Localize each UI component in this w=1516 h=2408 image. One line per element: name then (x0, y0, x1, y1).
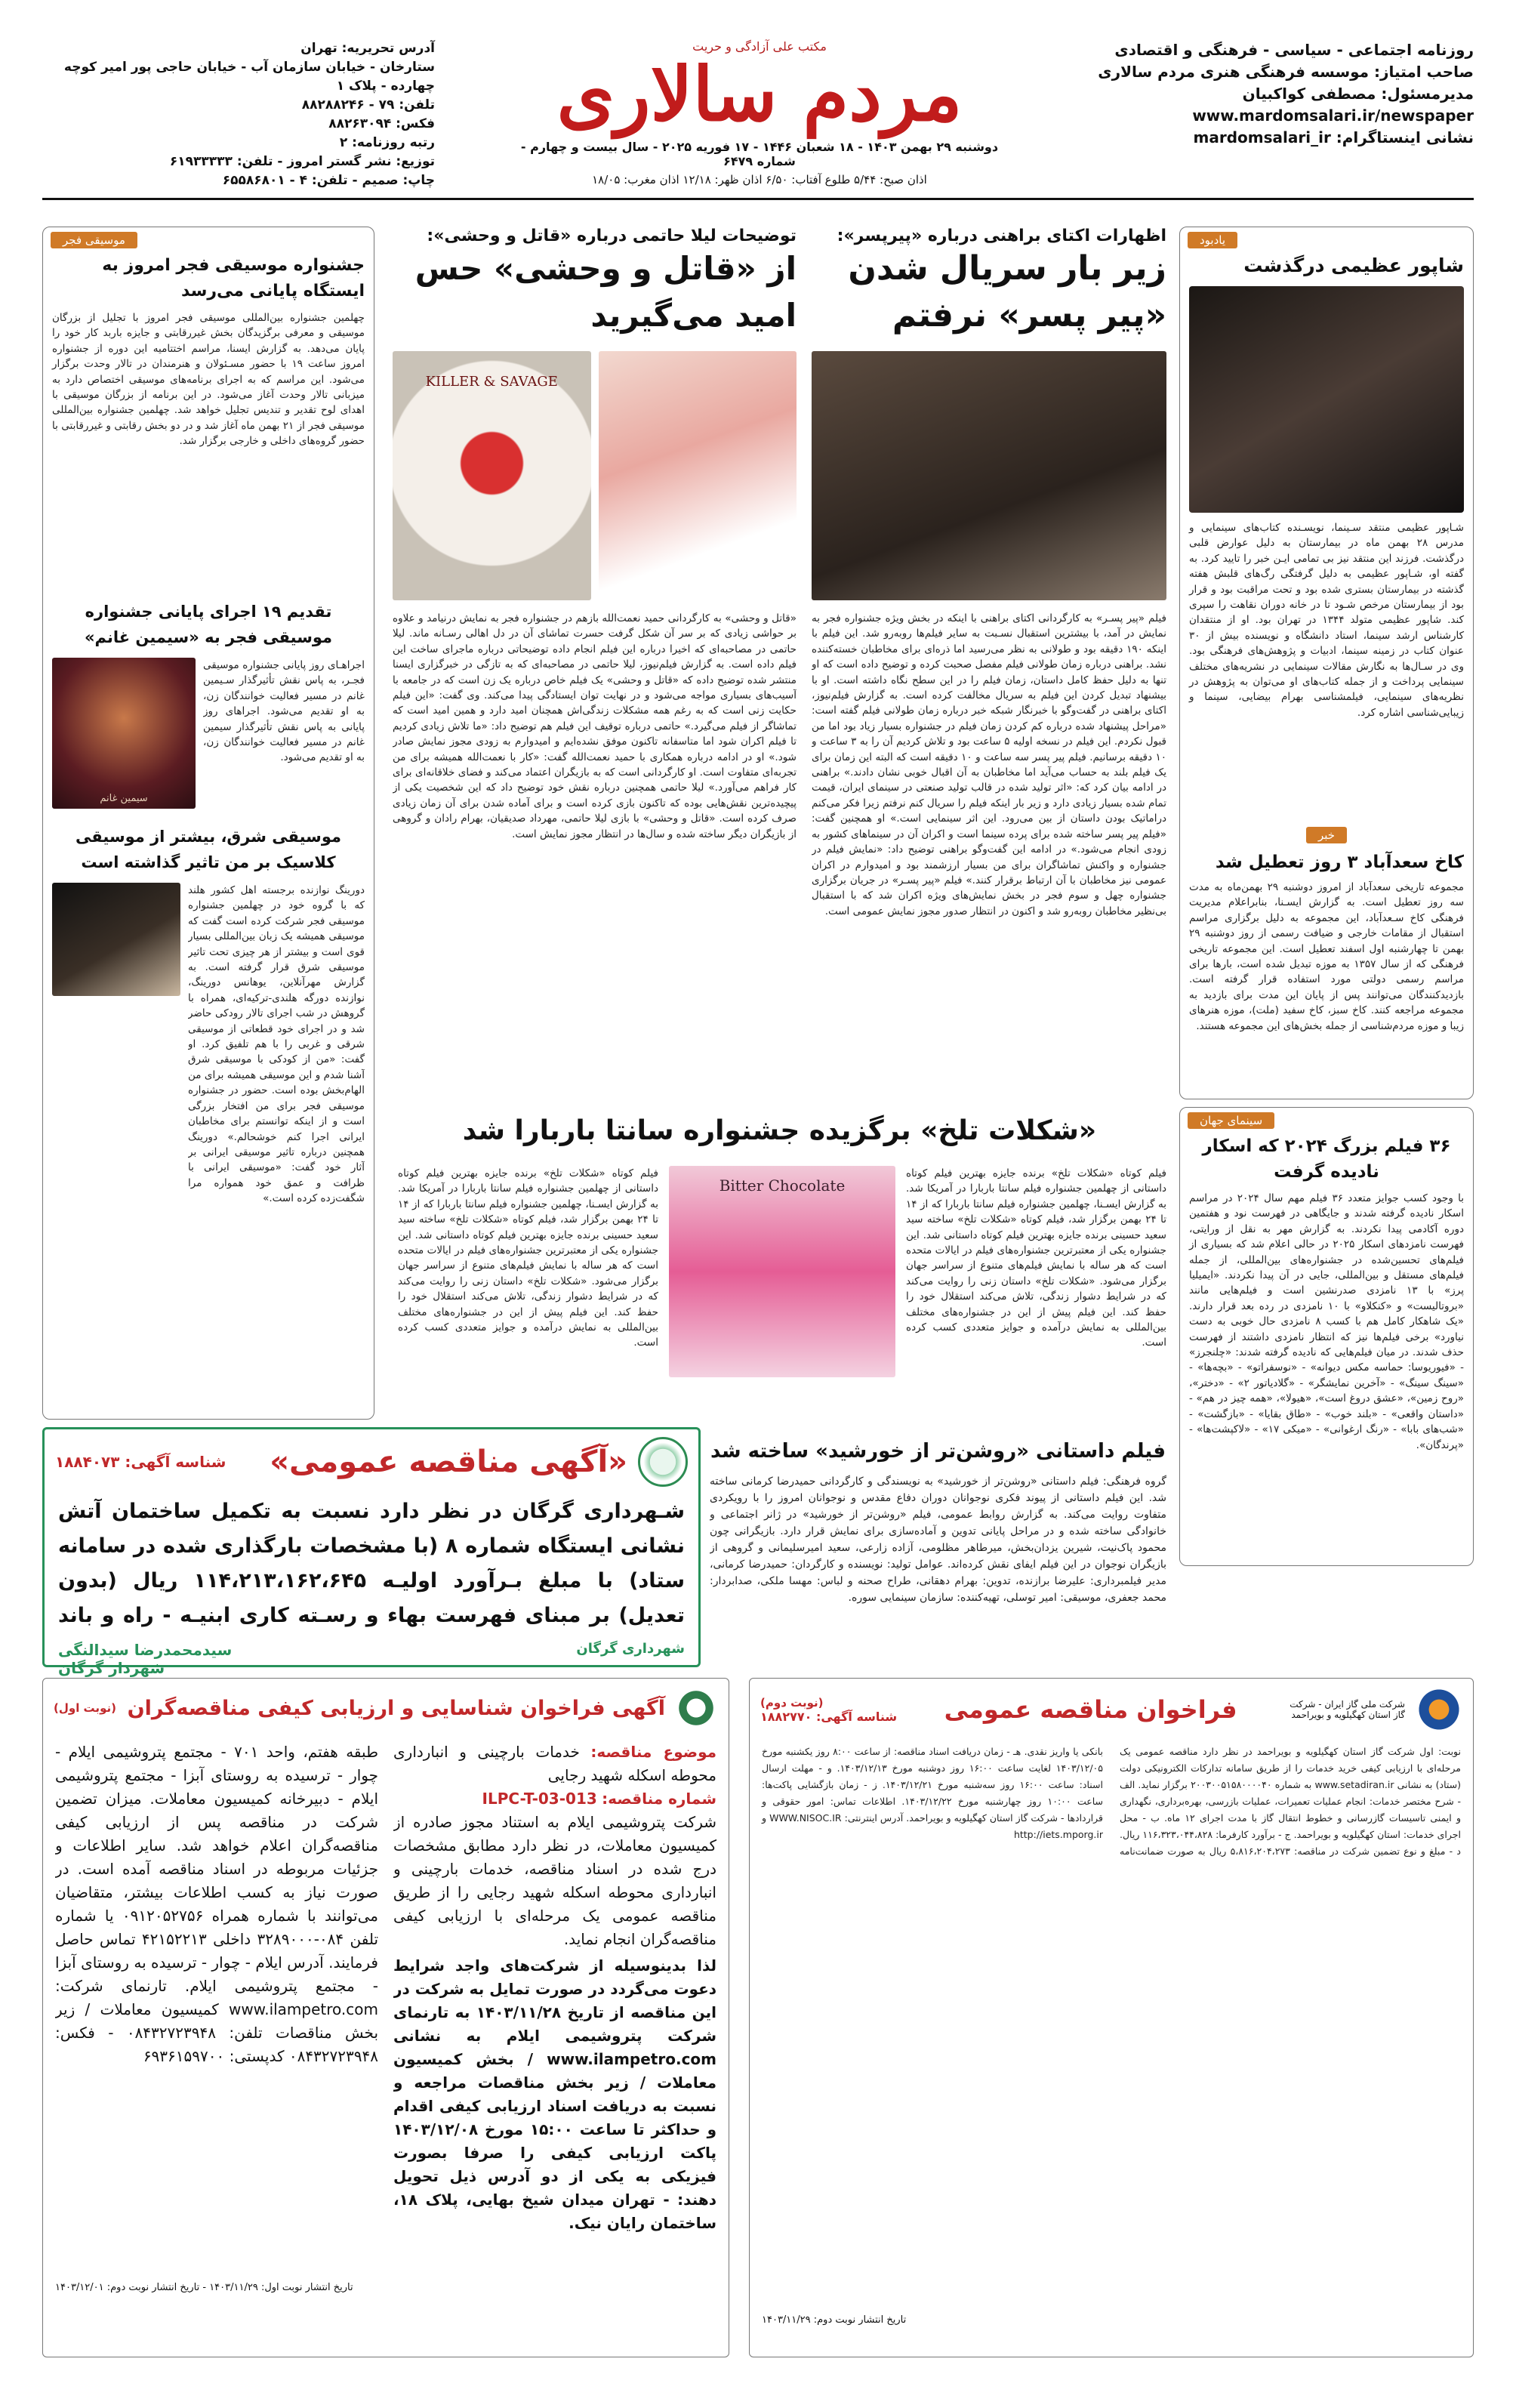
music-sub-title: تقدیم ۱۹ اجرای پایانی جشنواره موسیقی فجر به «سیمین غانم» (84, 603, 333, 646)
ad-title: فراخوان مناقصه عمومی (944, 1695, 1237, 1724)
memoriam-box (1179, 227, 1474, 1099)
poster-title: KILLER & SAVAGE (425, 374, 558, 390)
petro-logo-icon (674, 1686, 718, 1730)
subject-label: موضوع مناقصه: (590, 1743, 716, 1761)
header-line: روزنامه اجتماعی - سیاسی - فرهنگی و اقتصادی (1114, 41, 1474, 59)
gas-company-logo-icon (1416, 1686, 1462, 1733)
photo-caption: سیمین غانم (100, 793, 148, 804)
music-sub-body: دورینگ نوازنده برجسته اهل کشور هلند که با گروه خود در چهلمین جشنواره موسیقی فجر شرکت کرده است گفت که موسیقی همیشه یک زبان بین‌المللی بسیار قوی است و بیشتر از هر چیزی تحت تاثیر موسیقی شرق قرار گرفته است. به گزارش مهرآنلاین، یوهانس دورینگ، نوازنده دورگه هلندی-ترکیه‌ای، همراه با گروهش در شب اجرای تالار رودکی حاضر شد و در اجرای خود قطعاتی از موسیقی شرقی و غربی را با هم تلفیق کرد. او گفت: «من از کودکی با موسیقی شرق آشنا شدم و این موسیقی همیشه برای من الهام‌بخش بوده است. حضور در جشنواره موسیقی فجر برای من افتخار بزرگی است و از اینکه توانستم برای مخاطبان ایرانی اجرا کنم خوشحالم.» دورینگ همچنین درباره تاثیر موسیقی ایرانی بر آثار خود گفت: «موسیقی ایرانی با ظرافت و عمق خود همواره مرا شگفت‌زده کرده است.» (188, 884, 365, 1205)
ad-code: شناسه آگهی: ۱۸۸۴۰۷۳ (55, 1453, 226, 1471)
header-line: توزیع: نشر گستر امروز - تلفن: ۶۱۹۳۳۳۳۳ (169, 154, 435, 169)
ad-title-row (270, 1437, 688, 1487)
ad-col-right (393, 1740, 716, 2279)
fiction-article (710, 1438, 1166, 1685)
chocolate-article (393, 1116, 1166, 1377)
section-tag: خبر (1306, 827, 1347, 843)
masthead (42, 39, 1474, 190)
header-line: چاپ: صمیم - تلفن: ۴ - ۶۵۵۸۶۸۰۱ (222, 173, 435, 188)
signer-title: شهردار گرگان (58, 1659, 165, 1677)
gas-tender-ad (749, 1678, 1474, 2357)
kaj-body: مجموعه تاریخی سعدآباد از امروز دوشنبه ۲۹ بهمن‌ماه به مدت سه روز تعطیل است. به گزارش ایسـنا، بنابراعلام مدیریت فرهنگی کاخ سـعدآباد، این مجموعه به دلیل برگزاری مراسم استقبال از مقامات خارجی و ضیافت رسمی از روز دوشنبه ۲۹ بهمن تا چهارشنبه اول اسفند تعطیل است. این مجموعه تاریخی فرهنگی که از سال ۱۳۵۷ به موزه تبدیل شده است، بارها برای مراسم رسمی دولتی مورد استفاده قرار گرفته است. بازدیدکنندگان می‌توانند پس از پایان این مدت برای بازدید به مجموعه مراجعه کنند. کاخ سبز، کاخ سفید (ملت)، موزه هنرهای زیبا و موزه مردم‌شناسی از جمله بخش‌های این مجموعه هستند. (1189, 881, 1465, 1032)
azan-times: اذان صبح: ۵/۴۴ طلوع آفتاب: ۶/۵۰ اذان ظهر: ۱۲/۱۸ اذان مغرب: ۱۸/۰۵ (592, 173, 927, 187)
date-line: دوشنبه ۲۹ بهمن ۱۴۰۳ - ۱۸ شعبان ۱۴۴۶ - ۱۷ فوریه ۲۰۲۵ - سال بیست و چهارم - شماره ۶۴۷۹ (520, 140, 999, 168)
actress-photo (599, 351, 797, 600)
ad-footer (45, 1638, 698, 1680)
signer-name: سیدمحمدرضا سیدالنگی (58, 1641, 233, 1659)
kaj-title: کاخ سعدآباد ۳ روز تعطیل شد (1215, 853, 1464, 872)
article-kicker: اظهارات اکتای براهنی درباره «پیرپسر»: (837, 227, 1166, 245)
section-tag: موسیقی فجر (51, 232, 137, 248)
poster-title: Bitter Chocolate (719, 1176, 846, 1195)
masthead-center (510, 39, 1009, 187)
gorgan-seal-icon (638, 1437, 688, 1487)
number-label: شماره مناقصه: (602, 1790, 716, 1808)
ad-footer: تاریخ انتشار نوبت دوم: ۱۴۰۳/۱۱/۲۹ (762, 2314, 907, 2326)
cinema-title: ۳۶ فیلم بزرگ ۲۰۲۴ که اسکار نادیده گرفت (1202, 1136, 1451, 1182)
article-headline: زیر بار سریال شدن «پیر پسر» نرفتم (848, 249, 1166, 335)
article-headline: «شکلات تلخ» برگزیده جشنواره سانتا باربارا شد (462, 1115, 1097, 1146)
ad-body: شرکت پتروشیمی ایلام به استناد مجوز صادره از کمیسیون معاملات، در نظر دارد مطابق مشخصات درج شده در اسناد مناقصه، خدمات بارچینی و انبارداری محوطه اسکله شهید رجایی را از طریق مناقصه عمومی یک مرحله‌ای با ارزیابی کیفی مناقصه‌گران انجام نماید. (393, 1813, 716, 1948)
portrait-photo (1189, 286, 1464, 513)
hatami-article (393, 227, 797, 1155)
header-line: ستارخان - خیابان سازمان آب - خیابان حاجی پور امیر کوچه چهارده - پلاک ۱ (63, 60, 435, 94)
director-photo (812, 351, 1166, 600)
cinema-body: با وجود کسب جوایز متعدد ۳۶ فیلم مهم سال ۲۰۲۴ در مراسم اسکار نادیده گرفته شدند و جایگاهی در فهرست نود و هفتمین دوره آکادمی پیدا نکردند. به گزارش مهر به نقل از ورایتی، فهرست نامزدهای اسکار ۲۰۲۵ در حالی اعلام شد که بسیاری از فیلم‌های تحسین‌شده در جشنواره‌های بین‌المللی، از جمله فیلم‌های مستقل و بین‌المللی، جایی در آن پیدا نکردند. «ایمیلیا پرز» با ۱۳ نامزدی صدرنشین است و فیلم‌هایی مانند «بروتالیست» و «کنکلاو» با ۱۰ نامزدی در رده بعد قرار دارند. «یک شاهکار کامل هم با کسب ۸ نامزدی حال خوبی به دست نیاورد» برخی فیلم‌ها نیز که انتظار نامزدی داشتند از فهرست حذف شدند. در میان فیلم‌هایی که نادیده گرفته شدند: «چلنجرز» - «فیوریوسا: حماسه مکس دیوانه» - «نوسفراتو» - «بچه‌ها» - «سینگ سینگ» - «آخرین نمایشگر» - «گلادیاتور ۲» - «دختر»، «روح زمین»، «عشق دروغ است»، «هیولا»، «همه چیز در هم» - «داستان واقعی» - «بلند خوب» - «طاق بقایا» - «بازگشت» - «شب‌های بابا» - «رنگ ارغوانی» - «میکی ۱۷» - «لاکپشت‌ها» - «پرندگان». (1189, 1192, 1465, 1451)
ad-footer: تاریخ انتشار نوبت اول: ۱۴۰۳/۱۱/۲۹ - تاریخ انتشار نوبت دوم: ۱۴۰۳/۱۲/۰۱ (55, 2282, 353, 2293)
header-line: آدرس تحریریه: تهران (300, 41, 435, 56)
chocolate-row (393, 1166, 1166, 1377)
masthead-left-info (42, 39, 435, 190)
article-body: «قاتل و وحشی» به کارگردانی حمید نعمت‌الله بازهم در جشنواره فجر به نمایش درنیامد و علاوه بر حواشی زیادی که بر سر آن شکل گرفت حسرت تماشای آن در دل اهالی رسـانه ماند. لیلا حاتمی در مصاحبه‌ای که اخیرا درباره این فیلم انجام داده توضیحاتی درباره ماجرای ساخت این فیلم داده است. به گزارش فیلم‌نیوز، لیلا حاتمی در مصاحبه‌ای که به تازگی در خبرگزاری ایسنا منتشر شده توضیح داده که «قاتل و وحشی» یک فیلم خاص درباره یک زن است که در جامعه با آسیب‌های بسیاری مواجه می‌شود و در نهایت توان ایستادگی پیدا می‌کند. وی گفت: «این فیلم حکایت زنی است که به رغم همه مشکلات زندگی‌اش همچنان امید دارد و همین امید است که تماشاگر از فیلم می‌گیرد.» حاتمی درباره توقیف این فیلم هم توضیح داد: «ما تلاش زیادی کردیم تا فیلم اکران شود اما متاسفانه تاکنون موفق نشده‌ایم و امیدوارم به زودی مجوز نمایش صادر شود.» او در ادامه درباره همکاری با حمید نعمت‌الله گفت: «کار با نعمت‌الله همیشه برای من تجربه‌ای متفاوت است. او کارگردانی است که به بازیگران اعتماد می‌کند و فضای خلاقانه‌ای برای کار فراهم می‌آورد.» لیلا حاتمی همچنین درباره نقش خود توضیح داد که این شخصیت یکی از پیچیده‌ترین نقش‌هایی بوده که تاکنون بازی کرده است و برای آماده شدن برای آن زمان زیادی صرف کرده است. «قاتل و وحشی» با بازی لیلا حاتمی، مهرداد صدیقیان، بهرام رادان و گروهی از بازیگران دیگر ساخته شده و سال‌ها در انتظار مجوز نمایش است. (393, 612, 797, 840)
ad-round: (نوبت دوم) (760, 1695, 824, 1710)
memoriam-title: شاپور عظیمی درگذشت (1243, 254, 1464, 276)
ad-columns (43, 1737, 729, 2282)
ad-col-left (55, 1740, 378, 2279)
article-headline: فیلم داستانی «روشن‌تر از خورشید» ساخته شد (710, 1440, 1166, 1463)
ad-header (43, 1679, 729, 1737)
ad-title: «آگهی مناقصه عمومی» (270, 1444, 627, 1479)
music-sub-row (43, 875, 374, 1283)
music-box (42, 227, 374, 1420)
section-tag: سینمای جهان (1188, 1112, 1274, 1129)
ad-body: شـهرداری گرگان در نظر دارد نسبت به تکمیل ساختمان آتش نشانی ایستگاه شماره ۸ (با مشخصات بارگذاری شده در سامانه ستاد) با مبلغ بـرآورد اولیـه ۱۱۴،۲۱۳،۱۶۲،۶۴۵ ریال (بدون تعدیل) بر مبنای فهرست بهاء و رسـته کاری ابنیـه - راه و باند (58, 1500, 685, 1627)
header-line: رتبه روزنامه: ۲ (339, 135, 435, 150)
ad-org: شرکت ملی گاز ایران - شرکت گاز استان کهگیلویه و بویراحمد (1290, 1699, 1405, 1720)
header-website[interactable]: www.mardomsalari.ir/newspaper (1192, 106, 1474, 125)
musician-photo (52, 883, 180, 996)
article-kicker: توضیحات لیلا حاتمی درباره «قاتل و وحشی»: (427, 227, 797, 245)
memoriam-body: شـاپور عظیمی منتقد سـینما، نویسـنده کتاب‌های سینمایی و مدرس ۲۸ بهمن ماه در بیمارستان به دلیل عوارض قلبی درگذشت. فرزند این منتقد نیز بی تمامی ایـن خبر را تایید کرد. به گفته او، شـاپور عظیمی به دلیل گرفتگی رگ‌های قلبش هفته گذشته در بیمارستان بستری شده بود و تحت مراقبت بود و قرار بود از بیمارستان مرخص شـود تا در خانه دوران نقاهت را سپری کند. شاپور عظیمی متولد ۱۳۴۴ در تهران بود. او از منتقدان کارشناس ارشد سینما، استاد دانشگاه و نویسنده بیش از ۳۰ عنوان کتاب در زمینه سینما، ادبیات و پژوهش‌های فرهنگی بود. وی در سـال‌ها به نگارش مقالات سینمایی در نشریه‌های مختلف سینمایی پرداخت و از جمله کتاب‌های او می‌توان به پژوهش در نظریه‌های سینمایی، فیلمشناسی بهرام بیضایی، سینما و زیبایی‌شناسی اشاره کرد. (1189, 522, 1465, 719)
tender-number: ILPC-T-03-013 (482, 1790, 597, 1808)
music-sub-row (43, 650, 374, 816)
section-tag: یادبود (1188, 232, 1237, 248)
ad-header (45, 1429, 698, 1494)
ad-deadline: لذا بدینوسیله از شرکت‌های واجد شرایط دعوت می‌گردد در صورت تمایل به شرکت در این مناقصه از تاریخ ۱۴۰۳/۱۱/۲۸ به تارنمای شرکت پتروشیمی ایلام به نشانی www.ilampetro.com / بخش کمیسیون معاملات / زیر بخش مناقصات مراجعه و نسبت به دریافت اسناد ارزیابی کیفی اقدام و حداکثر تا ساعت ۱۵:۰۰ مورخ ۱۴۰۳/۱۲/۰۸ پاکت ارزیابی کیفی را صرفا بصورت فیزیکی به یکی از دو آدرس ذیل تحویل دهند: - تهران میدان شیخ بهایی، پلاک ۱۸، ساختمان رایان نیک. (393, 1956, 716, 2232)
pirpesar-article (812, 227, 1166, 1155)
header-line: صاحب امتیاز: موسسه فرهنگی هنری مردم سالاری (1098, 63, 1474, 81)
article-body: گروه فرهنگی: فیلم داستانی «روشن‌تر از خورشید» به نویسندگی و کارگردانی حمیدرضا کرمانی ساخته شد. این فیلم داستانی از پیوند فکری نوجوانان دوران دفاع مقدس و نوجوانان امروز را با رویکردی متفاوت روایت می‌کند. به گزارش روابط عمومی، فیلم «روشن‌تر از خورشید» در ژانر اجتماعی و خانوادگی ساخته شده و در مراحل پایانی تدوین و آماده‌سازی برای نمایش قرار دارد. بازیگرانی چون محمود پاک‌نیت، شیرین یزدان‌بخش، میرطاهر مظلومی، آزاده زارعی، سعید امیرسلیمانی و گروهی از بازیگران نوجوان در این فیلم ایفای نقش کرده‌اند. عوامل تولید: نویسنده و کارگردان: حمیدرضا کرمانی، مدیر فیلمبرداری: علیرضا برازنده، تدوین: بهرام دهقانی، طراح صحنه و لباس: مهسا ملکی، صدابردار: محمد جعفری، موسیقی: امیر توسلی، تهیه‌کننده: سازمان سینمایی سوره. (710, 1475, 1166, 1604)
music-body: چهلمین جشنواره بین‌المللی موسیقی فجر امروز با تجلیل از بزرگان موسیقی و معرفی برگزیدگان بخش غیررقابتی و جایزه باربد کار خود را پایان می‌دهد. به گزارش ایسنا، مراسم اختتامیه این دوره از جشنواره امروز ساعت ۱۹ با حضور مسـئولان و هنرمندان در تالار وحدت برگزار می‌شود. این مراسم که به اجرای برنامه‌های موسیقی اختصاص دارد به میزبانی تالار وحدت آغاز می‌شود. در این برنامه از بزرگان موسیقی با اهدای لوح تقدیر و تندیس تجلیل خواهد شد. چهلمین جشنواره بین‌المللی موسیقی فجر از ۲۱ بهمن ماه آغاز شد و در دو بخش رقابتی و غیررقابتی با حضور گروه‌های داخلی و خارجی برگزار شد. (52, 312, 365, 448)
article-headline: از «قاتل و وحشی» حس امید می‌گیرید (414, 250, 797, 334)
music-title: جشنواره موسیقی فجر امروز به ایستگاه پایانی می‌رسد (102, 256, 365, 301)
header-line: تلفن: ۷۹ - ۸۸۲۸۸۲۴۶ (301, 97, 435, 113)
ad-body: طبقه هفتم، واحد ۷۰۱ - مجتمع پتروشیمی ایلام - چوار - ترسیده به روستای آبزا - مجتمع پتروشیمی ایلام - دبیرخانه کمیسیون معاملات. میزان تضمین شرکت در مناقصه پس از ارزیابی کیفی مناقصه‌گران اعلام خواهد شد. سایر اطلاعات و جزئیات مربوطه در اسناد مناقصه آمده است. در صورت نیاز به کسب اطلاعات بیشتر، متقاضیان می‌توانند با شماره همراه ۰۹۱۲۰۵۲۷۵۶ یا شماره تلفن ۰۸۴-۳۲۸۹۰۰۰ داخلی ۴۲۱۵۲۲۱۳ تماس حاصل فرمایند. آدرس ایلام - چوار - ترسیده به روستای آبزا - مجتمع پتروشیمی ایلام. تارنمای شرکت: www.ilampetro.com کمیسیون معاملات / زیر بخش مناقصات تلفن: ۰۸۴۳۲۷۲۳۹۴۸ - فکس: ۰۸۴۳۲۷۲۳۹۴۸ کدپستی: ۶۹۳۶۱۵۹۷۰۰ (55, 1743, 378, 2065)
newspaper-logo: مردم سالاری (556, 51, 963, 138)
chocolate-poster (669, 1166, 895, 1377)
header-instagram[interactable]: نشانی اینستاگرام: mardomsalari_ir (1193, 128, 1474, 146)
article-body: فیلم کوتاه «شکلات تلخ» برنده جایزه بهترین فیلم کوتاه داستانی از چهلمین جشنواره فیلم سانتا باربارا در آمریکا شد. به گزارش ایسـنا، چهلمین جشنواره فیلم سانتا باربارا که از ۱۴ تا ۲۴ بهمن برگزار شد، فیلم کوتاه «شکلات تلخ» ساخته سید سعید حسینی برنده جایزه بهترین فیلم کوتاه داستانی شد. این جشنواره یکی از معتبرترین جشنواره‌های فیلم در ایالات متحده است که هر ساله با نمایش فیلم‌های متنوع از سراسر جهان برگزار می‌شود. «شکلات تلخ» داستان زنی را روایت می‌کند که در شرایط دشوار زندگی، تلاش می‌کند استقلال خود را حفظ کند. این فیلم پیش از این در جشنواره‌های مختلف بین‌المللی به نمایش درآمده و جوایز متعددی کسب کرده است. (906, 1167, 1166, 1349)
singer-photo (52, 658, 196, 809)
masthead-subtitle: مکتب علی آزادگی و حریت (692, 39, 827, 54)
header-line: فکس: ۸۸۲۶۳۰۹۴ (328, 116, 435, 131)
music-sub-title: موسیقی شرق، بیشتر از موسیقی کلاسیک بر من تاثیر گذاشته است (75, 828, 341, 871)
ad-title: آگهی فراخوان شناسایی و ارزیابی کیفی مناقصه‌گران (127, 1696, 665, 1720)
article-body: فیلم «پیر پسـر» به کارگردانی اکتای براهنی با اینکه در بخش ویژه جشنواره فجر به نمایش در آمد، با بیشترین استقبال نسـبت به سایر فیلم‌ها روبه‌رو شد. این فیلم با اینکه ۱۹۰ دقیقه بود و طولانی به نظر می‌رسید اما ذره‌ای برای مخاطبان خسته‌کننده نشد. براهنی درباره زمان طولانی فیلم مفصل صحبت کرده و توضیح داده است که او تنها به دلیل حفظ کامل داستان، زمان فیلم را در این سطح نگاه داشته است. او با بیشنهاد تبدیل کردن این فیلم به سریال مخالفت کرده است. به گزارش فیلم‌نیوز، اکتای براهنی در گفت‌وگو با خبرنگار شبکه خبر درباره زمان طولانی فیلم گفته است: «مراحل پیشنهاد شده درباره کم کردن زمان فیلم در جشنواره بسیار زیاد بود اما من قبول نکردم. این فیلم در نسخه اولیه ۵ ساعت بود و تلاش کردیم آن را به ۳ ساعت و ۱۰ دقیقه برسانیم. فیلم پیر پسر سه ساعت و ۱۰ دقیقه است که البته این زمان برای یک فیلم بلند به حساب می‌آید اما مخاطبان به آن اقبال خوبی نشان دادند.» براهنی در ادامه بیان کرد که: «اثر تولید شده در قالب تولید صنعتی در سینمای ایران، قیمت تمام شده بسیار زیادی دارد و زیر بار اینکه فیلم را سریال کنم نرفتم زیرا فکر می‌کنم دراماتیک بودن داستان از بین می‌رود. این اثر سینمایی است.» او همچنین گفت: «فیلم پیر پسر ساخته شده برای پرده سینما است و اکران آن در سینماهای کشور به زودی انجام می‌شود.» در ادامه این گفت‌وگو براهنی توضیح داد: «نمایش فیلم در جشنواره و واکنش تماشاگران برای من بسیار ارزشمند بود و امیدوارم در اکران عمومی نیز مخاطبان با آن ارتباط برقرار کنند.» فیلم «پیر پسـر» در جریان برگزاری جشنواره چهل و سوم فجر در بخش نمایش‌های ویژه اکران شد که با استقبال بی‌نظیر مخاطبان روبه‌رو شد و اکنون در انتظار صدور مجوز نمایش عمومی است. (812, 612, 1166, 917)
subject: خدمات بارچینی و انبارداری محوطه اسکله شهید رجایی (393, 1743, 716, 1784)
header-divider (42, 198, 1474, 200)
ad-round: (نوبت اول) (54, 1701, 116, 1715)
photo-row (393, 351, 797, 600)
music-sub-body: اجراهـای روز پایانی جشنواره موسیقی فجـر، به پاس نقش تأثیرگذار سـیمین غانم در مسیر فعالیت خوانندگان زن، به او تقدیم می‌شود. اجراهای روز پایانی به پاس نقش تأثیرگذار سیمین غانم در مسیر فعالیت خوانندگان زن، به او تقدیم می‌شود. (203, 659, 365, 764)
gorgan-tender-ad (42, 1427, 701, 1677)
petro-tender-ad (42, 1678, 729, 2357)
ad-code: شناسه آگهی: ۱۸۸۲۷۷۰ (760, 1709, 898, 1724)
film-poster (393, 351, 591, 600)
ad-body: نوبت: اول شرکت گاز استان کهگیلویه و بویراحمد در نظر دارد مناقصه عمومی یک مرحله‌ای با ارزیابی کیفی خرید خدمات را از طریق سامانه تدارکات الکترونیکی دولت (ستاد) به نشانی www.setadiran.ir به شماره ۲۰۰۳۰۰۵۱۵۸۰۰۰۰۴۰ برگزار نماید. الف - شرح مختصر خدمات: انجام عملیات تعمیرات، عملیات بازرسی، بهره‌برداری، نگهداری و ایمنی تاسیسات گازرسانی و خطوط انتقال گاز با مدت اجرای ۱۲ ماه. ب - محل اجرای خدمات: استان کهگیلویه و بویراحمد. ج - برآورد کارفرما: ۱۱۶،۳۲۳،۰۴۴،۸۲۸ ریال. د - مبلغ و نوع تضمین شرکت در مناقصه: ۵،۸۱۶،۲۰۴،۲۷۳ ریال به صورت ضمانت‌نامه بانکی یا واریز نقدی. هـ - زمان دریافت اسناد مناقصه: از ساعت ۸:۰۰ روز یکشنبه مورخ ۱۴۰۳/۱۲/۰۵ لغایت ساعت ۱۶:۰۰ روز دوشنبه مورخ ۱۴۰۳/۱۲/۱۳. و - مهلت ارسال اسناد: ساعت ۱۶:۰۰ روز سه‌شنبه مورخ ۱۴۰۳/۱۲/۲۱. ز - زمان بازگشایی پاکت‌ها: ساعت ۱۰:۰۰ روز چهارشنبه مورخ ۱۴۰۳/۱۲/۲۲. اطلاعات تماس: امور حقوقی و قراردادها - شرکت گاز استان کهگیلویه و بویراحمد. آدرس اینترنتی: WWW.NISOC.IR و http://iets.mporg.ir (762, 1746, 1462, 1857)
ad-org: شهرداری گرگان (576, 1641, 685, 1657)
world-cinema-box (1179, 1107, 1474, 1566)
masthead-right-info (1021, 39, 1474, 149)
ad-header (750, 1679, 1473, 1740)
article-body-cont: فیلم کوتاه «شکلات تلخ» برنده جایزه بهترین فیلم کوتاه داستانی از چهلمین جشنواره فیلم سانتا باربارا در آمریکا شد. به گزارش ایسـنا، چهلمین جشنواره فیلم سانتا باربارا که از ۱۴ تا ۲۴ بهمن برگزار شد، فیلم کوتاه «شکلات تلخ» ساخته سید سعید حسینی برنده جایزه بهترین فیلم کوتاه داستانی شد. این جشنواره یکی از معتبرترین جشنواره‌های فیلم در ایالات متحده است که هر ساله با نمایش فیلم‌های متنوع از سراسر جهان برگزار می‌شود. «شکلات تلخ» داستان زنی را روایت می‌کند که در شرایط دشوار زندگی، تلاش می‌کند استقلال خود را حفظ کند. این فیلم پیش از این در جشنواره‌های مختلف بین‌المللی به نمایش درآمده و جوایز متعددی کسب کرده است. (398, 1167, 658, 1349)
header-line: مدیرمسئول: مصطفی کواکبیان (1242, 85, 1474, 103)
